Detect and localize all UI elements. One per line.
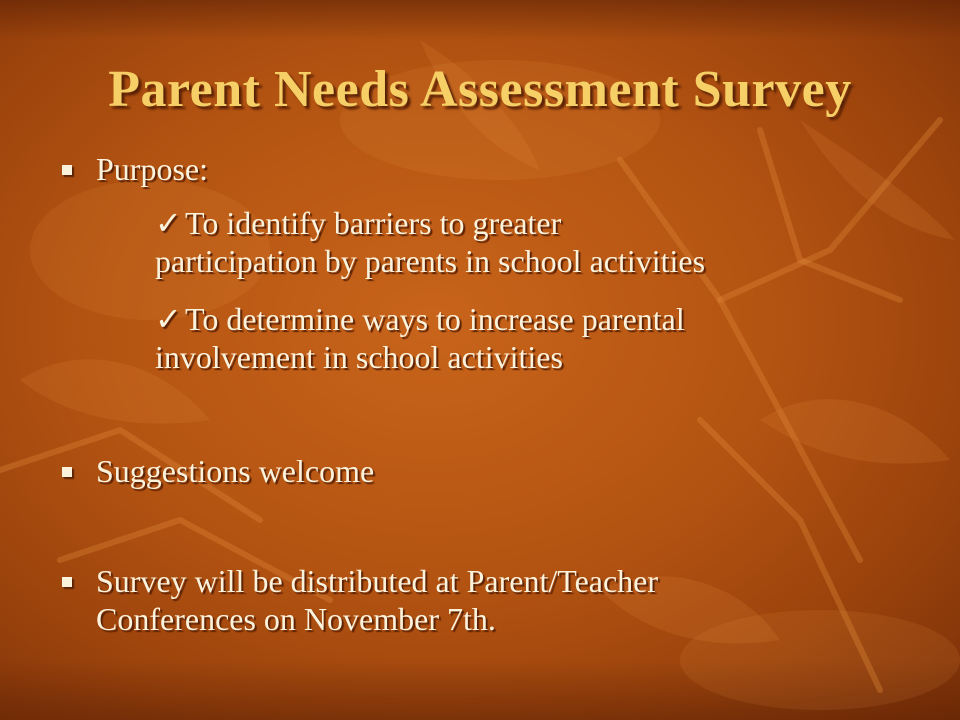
sub-item-determine-ways [155, 300, 915, 376]
sub-item-continuation: participation by parents in school activities [155, 243, 706, 279]
bullet-survey-line2: Conferences on November 7th. [96, 601, 496, 637]
sub-item-text: To determine ways to increase parental [185, 301, 685, 337]
sub-item-line [155, 300, 915, 338]
sub-item-continuation: involvement in school activities [155, 339, 563, 375]
sub-item-identify-barriers [155, 204, 915, 280]
sub-item-line [155, 204, 915, 242]
sub-item-text: To identify barriers to greater [185, 205, 562, 241]
square-bullet-icon [62, 577, 72, 587]
square-bullet-icon [62, 165, 72, 175]
check-icon: ✓ [155, 205, 182, 241]
slide-title: Parent Needs Assessment Survey [108, 61, 852, 118]
bullet-survey-text [96, 562, 658, 638]
bullet-survey-line1: Survey will be distributed at Parent/Teacher [96, 563, 659, 599]
bullet-purpose-label: Purpose: [96, 151, 208, 187]
check-icon: ✓ [155, 301, 182, 337]
square-bullet-icon [62, 467, 72, 477]
bullet-suggestions-text: Suggestions welcome [96, 453, 375, 489]
